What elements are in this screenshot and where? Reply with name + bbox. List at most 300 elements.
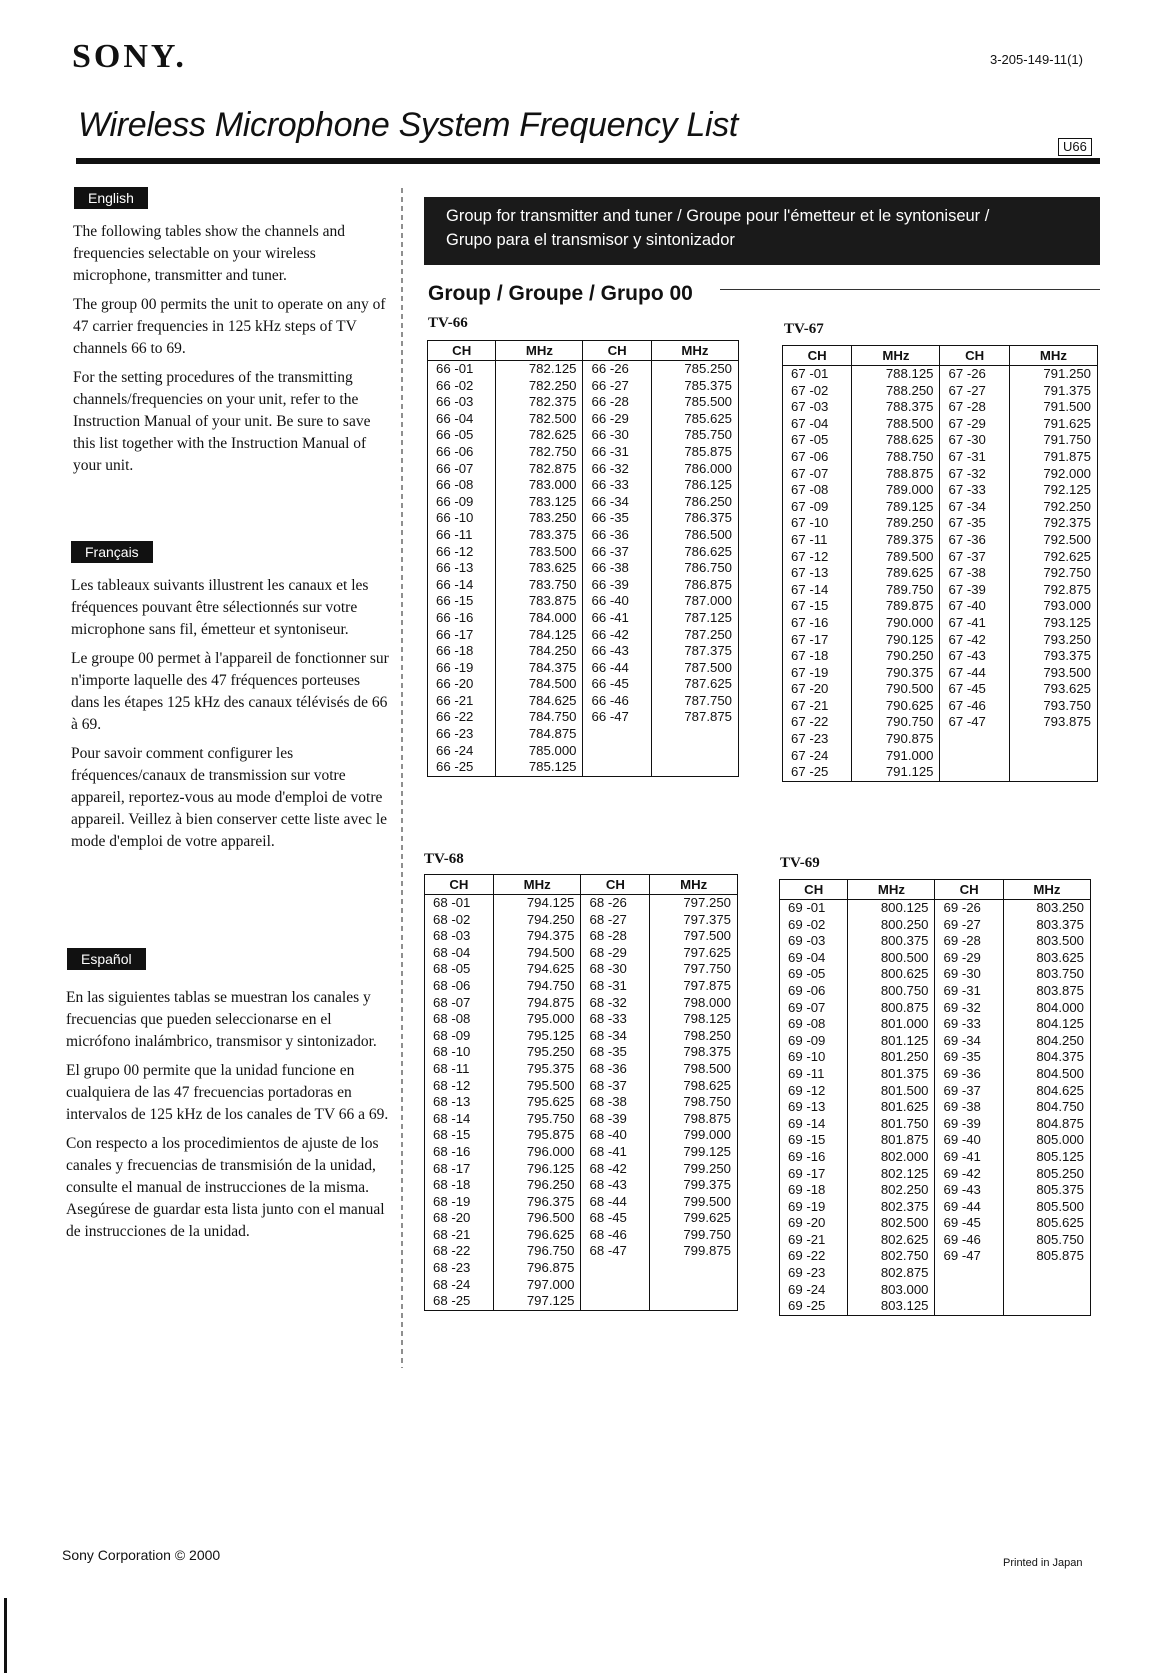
table-row: [425, 995, 738, 1012]
channel-cell: 67 -05: [791, 432, 829, 448]
table-row: [780, 1248, 1091, 1265]
channel-cell: 67 -25: [791, 764, 829, 780]
channel-cell: 66 -24: [436, 742, 474, 758]
frequency-cell: 797.625: [650, 945, 738, 962]
channel-cell: 68 -31: [581, 978, 650, 995]
frequency-cell: 789.000: [852, 482, 940, 499]
english-paragraph-2: The group 00 permits the unit to operate on any of 47 carrier frequencies in 125 kHz steps of TV channels 66 to 69.: [73, 296, 386, 357]
channel-cell: 66 -17: [436, 626, 474, 642]
table-row: [780, 1215, 1091, 1232]
printed-in: Printed in Japan: [1003, 1557, 1083, 1569]
column-header-mhz: MHz: [848, 880, 935, 900]
channel-cell: 69 -32: [935, 1000, 1003, 1017]
table-row: [428, 610, 739, 627]
group-heading: Group / Groupe / Grupo 00: [428, 282, 693, 305]
channel-cell: 69 -02: [788, 916, 826, 932]
frequency-cell: 795.750: [493, 1111, 581, 1128]
frequency-cell: 785.000: [496, 743, 583, 760]
table-header-row: [780, 880, 1091, 900]
frequency-cell: 803.250: [1003, 900, 1090, 917]
channel-cell: 69 -11: [788, 1065, 825, 1081]
group-rule: [720, 289, 1100, 290]
table-row: [428, 394, 739, 411]
frequency-cell: 792.625: [1009, 549, 1097, 566]
frequency-cell: 785.375: [651, 378, 738, 395]
frequency-cell: 789.375: [852, 532, 940, 549]
frequency-cell: 805.750: [1003, 1232, 1090, 1249]
table-row: [428, 643, 739, 660]
frequency-cell: 784.250: [496, 643, 583, 660]
channel-cell: 68 -01: [433, 895, 471, 910]
channel-cell: 67 -19: [791, 664, 829, 680]
frequency-cell: 798.375: [650, 1044, 738, 1061]
frequency-cell: 784.500: [496, 676, 583, 693]
channel-cell: 66 -35: [583, 510, 651, 527]
channel-cell: 68 -18: [433, 1177, 471, 1193]
column-header-mhz: MHz: [650, 875, 738, 895]
channel-cell: 67 -08: [791, 482, 829, 498]
channel-cell: 68 -06: [433, 977, 471, 993]
channel-cell: 66 -25: [436, 759, 474, 775]
channel-cell: 68 -09: [433, 1027, 471, 1043]
tv-68-table: [424, 874, 738, 1311]
channel-cell: 67 -03: [791, 399, 829, 415]
tv-68-label: TV-68: [424, 851, 464, 867]
table-row: [780, 1132, 1091, 1149]
channel-cell: 67 -11: [791, 531, 828, 547]
table-row: [425, 1094, 738, 1111]
table-row: [783, 698, 1098, 715]
channel-cell: 69 -46: [935, 1232, 1003, 1249]
table-row: [780, 1016, 1091, 1033]
channel-cell: 69 -09: [788, 1032, 826, 1048]
channel-cell: 68 -12: [433, 1077, 471, 1093]
frequency-cell: 790.875: [852, 731, 940, 748]
frequency-cell: 802.125: [848, 1166, 935, 1183]
channel-cell: 68 -30: [581, 961, 650, 978]
table-row: [780, 1298, 1091, 1315]
table-row: [780, 1182, 1091, 1199]
channel-cell: 66 -16: [436, 609, 474, 625]
tv-67-label: TV-67: [784, 321, 824, 337]
tv-66-label: TV-66: [428, 315, 468, 331]
channel-cell: 68 -28: [581, 928, 650, 945]
frequency-cell: 793.000: [1009, 598, 1097, 615]
frequency-cell: 801.125: [848, 1033, 935, 1050]
channel-cell: 66 -14: [436, 576, 474, 592]
frequency-cell: 799.375: [650, 1177, 738, 1194]
tv-69-label: TV-69: [780, 855, 820, 871]
frequency-cell: 805.625: [1003, 1215, 1090, 1232]
channel-cell: 66 -47: [583, 709, 651, 726]
frequency-cell: 795.875: [493, 1127, 581, 1144]
frequency-cell: 799.125: [650, 1144, 738, 1161]
frequency-cell: 796.250: [493, 1177, 581, 1194]
frequency-cell: 787.625: [651, 676, 738, 693]
francais-paragraph-1: Les tableaux suivants illustrent les canaux et les fréquences pouvant être sélectionnés sur votre microphone sans fil, émetteur et syntoniseur.: [71, 577, 369, 638]
table-row: [425, 912, 738, 929]
table-row: [425, 1177, 738, 1194]
table-row: [425, 1277, 738, 1294]
channel-cell: 68 -24: [433, 1276, 471, 1292]
channel-cell: 66 -05: [436, 427, 474, 443]
table-row: [425, 1227, 738, 1244]
frequency-cell: [1003, 1265, 1090, 1282]
frequency-cell: 797.000: [493, 1277, 581, 1294]
frequency-cell: 782.125: [496, 361, 583, 378]
channel-cell: 67 -45: [940, 681, 1009, 698]
frequency-cell: 792.875: [1009, 582, 1097, 599]
frequency-cell: 796.000: [493, 1144, 581, 1161]
channel-cell: 68 -07: [433, 994, 471, 1010]
channel-cell: 66 -13: [436, 560, 474, 576]
tv-66-table: [427, 340, 739, 777]
frequency-cell: 788.875: [852, 466, 940, 483]
channel-cell: 67 -46: [940, 698, 1009, 715]
column-header-mhz: MHz: [1009, 346, 1097, 366]
frequency-cell: 802.000: [848, 1149, 935, 1166]
frequency-cell: 783.250: [496, 510, 583, 527]
frequency-cell: 792.500: [1009, 532, 1097, 549]
frequency-cell: 796.125: [493, 1161, 581, 1178]
frequency-cell: 782.625: [496, 427, 583, 444]
table-row: [425, 1111, 738, 1128]
english-text: [73, 221, 391, 484]
table-row: [428, 477, 739, 494]
channel-cell: 69 -06: [788, 982, 826, 998]
column-header-ch: CH: [783, 346, 852, 366]
channel-cell: 66 -44: [583, 660, 651, 677]
table-row: [428, 726, 739, 743]
channel-cell: 67 -09: [791, 498, 829, 514]
banner-line-2: Grupo para el transmisor y sintonizador: [446, 231, 735, 249]
channel-cell: 66 -23: [436, 726, 474, 742]
channel-cell: 66 -02: [436, 377, 474, 393]
frequency-cell: 783.625: [496, 560, 583, 577]
frequency-cell: 799.625: [650, 1210, 738, 1227]
channel-cell: 66 -46: [583, 693, 651, 710]
channel-cell: 69 -43: [935, 1182, 1003, 1199]
channel-cell: 69 -41: [935, 1149, 1003, 1166]
channel-cell: 68 -04: [433, 944, 471, 960]
channel-cell: 67 -43: [940, 648, 1009, 665]
channel-cell: 69 -42: [935, 1166, 1003, 1183]
frequency-cell: 785.250: [651, 361, 738, 378]
column-header-ch: CH: [935, 880, 1003, 900]
channel-cell: 67 -42: [940, 632, 1009, 649]
frequency-cell: 801.375: [848, 1066, 935, 1083]
frequency-cell: 799.500: [650, 1194, 738, 1211]
channel-cell: 66 -26: [583, 361, 651, 378]
channel-cell: 67 -37: [940, 549, 1009, 566]
channel-cell: 68 -47: [581, 1243, 650, 1260]
frequency-cell: 794.375: [493, 928, 581, 945]
frequency-cell: [1009, 731, 1097, 748]
channel-cell: 66 -30: [583, 427, 651, 444]
frequency-cell: 797.875: [650, 978, 738, 995]
channel-cell: 68 -21: [433, 1226, 471, 1242]
frequency-cell: 788.250: [852, 383, 940, 400]
table-row: [428, 527, 739, 544]
table-row: [780, 1149, 1091, 1166]
channel-cell: 66 -38: [583, 560, 651, 577]
english-paragraph-1: The following tables show the channels and frequencies selectable on your wireless microphone, transmitter and tuner.: [73, 223, 346, 284]
frequency-cell: 803.625: [1003, 950, 1090, 967]
copyright: Sony Corporation © 2000: [62, 1547, 221, 1563]
frequency-cell: 796.375: [493, 1194, 581, 1211]
channel-cell: 69 -47: [935, 1248, 1003, 1265]
frequency-cell: 804.875: [1003, 1116, 1090, 1133]
table-row: [425, 1078, 738, 1095]
espanol-paragraph-3: Con respecto a los procedimientos de ajuste de los canales y frecuencias de transmisión de la unidad, consulte el manual de instrucciones de la misma. Asegúrese de guardar esta lista junto con el manual de instrucciones de la unidad.: [66, 1135, 385, 1240]
frequency-cell: 786.375: [651, 510, 738, 527]
column-header-mhz: MHz: [496, 341, 583, 361]
channel-cell: 67 -16: [791, 614, 829, 630]
frequency-cell: 798.125: [650, 1011, 738, 1028]
table-row: [425, 1011, 738, 1028]
table-row: [425, 1293, 738, 1310]
frequency-cell: 791.000: [852, 748, 940, 765]
frequency-cell: 797.750: [650, 961, 738, 978]
frequency-cell: 789.875: [852, 598, 940, 615]
channel-cell: 68 -36: [581, 1061, 650, 1078]
channel-cell: 69 -33: [935, 1016, 1003, 1033]
frequency-cell: 783.500: [496, 544, 583, 561]
table-row: [780, 1033, 1091, 1050]
francais-paragraph-3: Pour savoir comment configurer les fréquences/canaux de transmission sur votre appareil, reportez-vous au mode d'emploi de votre appareil. Veillez à bien conserver cette liste avec le mode d'emploi de votre appareil.: [71, 745, 388, 850]
channel-cell: [935, 1282, 1003, 1299]
frequency-cell: 804.750: [1003, 1099, 1090, 1116]
frequency-cell: 797.250: [650, 895, 738, 912]
channel-cell: 68 -37: [581, 1078, 650, 1095]
channel-cell: 67 -04: [791, 415, 829, 431]
channel-cell: 66 -12: [436, 543, 474, 559]
channel-cell: 69 -38: [935, 1099, 1003, 1116]
channel-cell: 66 -21: [436, 692, 474, 708]
table-row: [425, 1061, 738, 1078]
channel-cell: 69 -35: [935, 1049, 1003, 1066]
table-row: [425, 1127, 738, 1144]
page-title: Wireless Microphone System Frequency List: [78, 106, 739, 144]
frequency-cell: 786.250: [651, 494, 738, 511]
channel-cell: 69 -40: [935, 1132, 1003, 1149]
channel-cell: 68 -13: [433, 1094, 471, 1110]
frequency-cell: 789.750: [852, 582, 940, 599]
frequency-cell: 805.875: [1003, 1248, 1090, 1265]
channel-cell: 67 -26: [940, 366, 1009, 383]
frequency-cell: 784.000: [496, 610, 583, 627]
channel-cell: 66 -28: [583, 394, 651, 411]
frequency-cell: 784.375: [496, 660, 583, 677]
table-row: [780, 1199, 1091, 1216]
frequency-cell: 787.250: [651, 627, 738, 644]
frequency-cell: 803.875: [1003, 983, 1090, 1000]
frequency-cell: 783.000: [496, 477, 583, 494]
channel-cell: 68 -35: [581, 1044, 650, 1061]
francais-label: Français: [71, 541, 153, 563]
table-row: [428, 759, 739, 776]
frequency-cell: 804.500: [1003, 1066, 1090, 1083]
table-row: [428, 461, 739, 478]
table-row: [425, 895, 738, 912]
channel-cell: 66 -10: [436, 510, 474, 526]
channel-cell: 66 -01: [436, 361, 474, 376]
table-header-row: [428, 341, 739, 361]
frequency-cell: 784.750: [496, 709, 583, 726]
frequency-cell: 795.500: [493, 1078, 581, 1095]
channel-cell: 67 -35: [940, 515, 1009, 532]
table-row: [425, 961, 738, 978]
frequency-cell: 800.125: [848, 900, 935, 917]
frequency-cell: 796.500: [493, 1210, 581, 1227]
frequency-cell: 782.875: [496, 461, 583, 478]
channel-cell: 69 -45: [935, 1215, 1003, 1232]
frequency-cell: 790.250: [852, 648, 940, 665]
table-row: [783, 681, 1098, 698]
frequency-cell: [1009, 764, 1097, 781]
table-row: [780, 966, 1091, 983]
frequency-cell: 801.625: [848, 1099, 935, 1116]
channel-cell: 68 -38: [581, 1094, 650, 1111]
channel-cell: 68 -32: [581, 995, 650, 1012]
table-row: [425, 928, 738, 945]
english-label: English: [74, 187, 148, 209]
table-row: [428, 709, 739, 726]
frequency-cell: 804.625: [1003, 1083, 1090, 1100]
frequency-cell: [650, 1277, 738, 1294]
channel-cell: 67 -44: [940, 665, 1009, 682]
frequency-cell: 791.750: [1009, 432, 1097, 449]
frequency-cell: 800.500: [848, 950, 935, 967]
channel-cell: 66 -40: [583, 593, 651, 610]
column-header-mhz: MHz: [651, 341, 738, 361]
frequency-cell: 802.375: [848, 1199, 935, 1216]
channel-cell: [581, 1293, 650, 1310]
frequency-cell: 802.500: [848, 1215, 935, 1232]
channel-cell: 66 -37: [583, 544, 651, 561]
channel-cell: 67 -10: [791, 515, 829, 531]
channel-cell: 66 -07: [436, 460, 474, 476]
frequency-cell: 796.875: [493, 1260, 581, 1277]
table-row: [428, 411, 739, 428]
table-row: [428, 593, 739, 610]
frequency-cell: 798.500: [650, 1061, 738, 1078]
channel-cell: 68 -22: [433, 1243, 471, 1259]
frequency-cell: 785.750: [651, 427, 738, 444]
table-row: [780, 1166, 1091, 1183]
frequency-cell: [651, 726, 738, 743]
frequency-cell: 797.375: [650, 912, 738, 929]
frequency-cell: 794.500: [493, 945, 581, 962]
table-row: [780, 917, 1091, 934]
channel-cell: 67 -38: [940, 565, 1009, 582]
channel-cell: 69 -25: [788, 1298, 826, 1314]
channel-cell: 66 -04: [436, 410, 474, 426]
channel-cell: 69 -22: [788, 1248, 826, 1264]
frequency-cell: 796.625: [493, 1227, 581, 1244]
frequency-cell: 787.375: [651, 643, 738, 660]
table-row: [428, 544, 739, 561]
table-row: [425, 1161, 738, 1178]
channel-cell: 69 -39: [935, 1116, 1003, 1133]
frequency-cell: 797.500: [650, 928, 738, 945]
channel-cell: 68 -17: [433, 1160, 471, 1176]
table-row: [428, 577, 739, 594]
frequency-cell: 788.125: [852, 366, 940, 383]
table-row: [425, 1044, 738, 1061]
frequency-cell: 791.625: [1009, 416, 1097, 433]
channel-cell: 68 -15: [433, 1127, 471, 1143]
frequency-cell: 786.875: [651, 577, 738, 594]
frequency-cell: 784.625: [496, 693, 583, 710]
frequency-cell: 798.875: [650, 1111, 738, 1128]
channel-cell: 68 -34: [581, 1028, 650, 1045]
channel-cell: 69 -04: [788, 949, 826, 965]
channel-cell: 68 -46: [581, 1227, 650, 1244]
channel-cell: 66 -19: [436, 659, 474, 675]
channel-cell: 67 -31: [940, 449, 1009, 466]
table-row: [425, 1194, 738, 1211]
table-row: [425, 1260, 738, 1277]
frequency-cell: 800.750: [848, 983, 935, 1000]
channel-cell: 66 -22: [436, 709, 474, 725]
channel-cell: 69 -03: [788, 933, 826, 949]
table-row: [425, 1028, 738, 1045]
document-number: 3-205-149-11(1): [990, 52, 1083, 67]
channel-cell: 69 -24: [788, 1281, 826, 1297]
frequency-cell: [1003, 1282, 1090, 1299]
table-row: [783, 665, 1098, 682]
channel-cell: 69 -21: [788, 1231, 826, 1247]
frequency-cell: 800.250: [848, 917, 935, 934]
frequency-cell: 796.750: [493, 1243, 581, 1260]
frequency-cell: 786.750: [651, 560, 738, 577]
channel-cell: 67 -27: [940, 383, 1009, 400]
frequency-cell: 804.250: [1003, 1033, 1090, 1050]
channel-cell: 66 -18: [436, 643, 474, 659]
frequency-cell: 782.500: [496, 411, 583, 428]
channel-cell: 66 -20: [436, 676, 474, 692]
frequency-cell: 804.125: [1003, 1016, 1090, 1033]
frequency-cell: 793.750: [1009, 698, 1097, 715]
channel-cell: 68 -27: [581, 912, 650, 929]
channel-cell: 69 -10: [788, 1049, 826, 1065]
channel-cell: 67 -40: [940, 598, 1009, 615]
frequency-cell: 795.375: [493, 1061, 581, 1078]
channel-cell: 69 -29: [935, 950, 1003, 967]
channel-cell: 66 -08: [436, 477, 474, 493]
frequency-cell: 793.375: [1009, 648, 1097, 665]
channel-cell: 67 -02: [791, 382, 829, 398]
channel-cell: 67 -12: [791, 548, 829, 564]
frequency-cell: 801.750: [848, 1116, 935, 1133]
frequency-cell: 803.500: [1003, 933, 1090, 950]
column-header-ch: CH: [428, 341, 496, 361]
channel-cell: 68 -26: [581, 895, 650, 912]
table-row: [783, 515, 1098, 532]
channel-cell: 69 -27: [935, 917, 1003, 934]
frequency-cell: [1009, 748, 1097, 765]
channel-cell: 67 -23: [791, 731, 829, 747]
table-row: [780, 1099, 1091, 1116]
frequency-cell: 801.875: [848, 1132, 935, 1149]
channel-cell: 67 -01: [791, 366, 829, 381]
frequency-cell: 792.750: [1009, 565, 1097, 582]
channel-cell: 69 -36: [935, 1066, 1003, 1083]
table-row: [783, 416, 1098, 433]
table-row: [783, 714, 1098, 731]
title-rule: [76, 158, 1100, 164]
